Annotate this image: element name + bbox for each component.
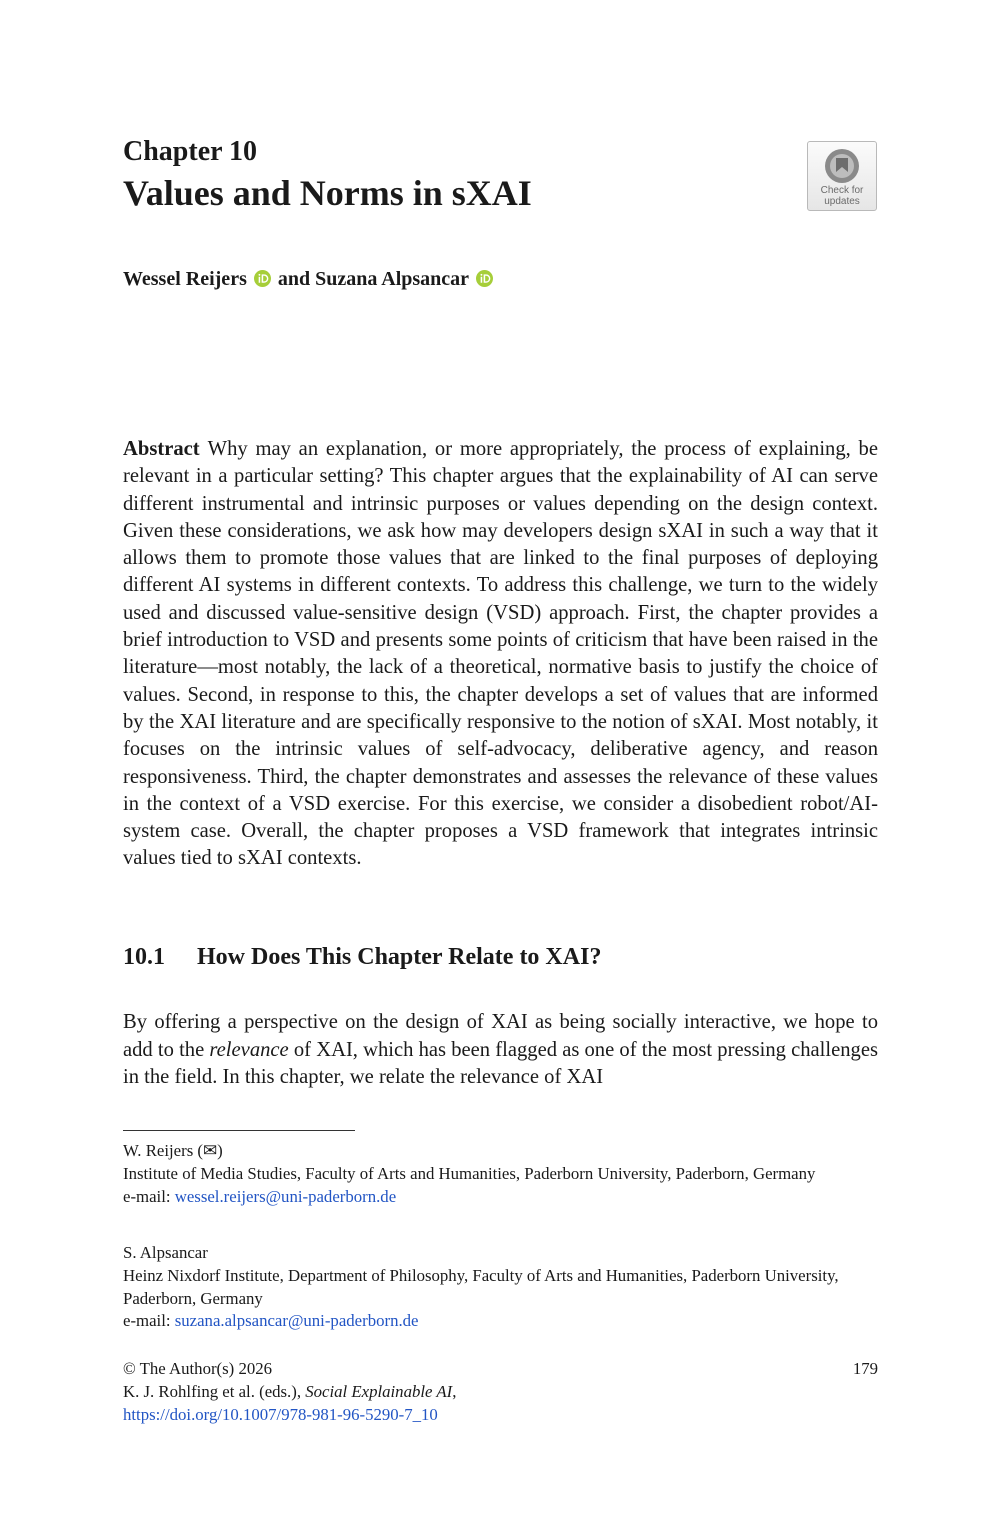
section-number: 10.1 [123, 944, 165, 970]
citation-suffix: , [452, 1381, 457, 1401]
citation-line [123, 1381, 878, 1404]
badge-line-1: Check for [820, 185, 864, 196]
author-connector: and [277, 268, 311, 290]
abstract [123, 436, 878, 873]
orcid-icon[interactable] [476, 270, 493, 287]
orcid-icon[interactable] [254, 270, 271, 287]
author-2-name: Suzana Alpsancar [315, 268, 469, 290]
page-footer [123, 1358, 878, 1426]
footnote-author-2-email-line [123, 1310, 883, 1333]
footnote-author-1 [123, 1140, 883, 1208]
section-heading [123, 942, 601, 972]
doi-link[interactable]: https://doi.org/10.1007/978-981-96-5290-7_10 [123, 1404, 438, 1424]
footnote-author-1-email-line [123, 1186, 883, 1209]
footnote-author-1-name: W. Reijers (✉) [123, 1141, 223, 1160]
paragraph-emphasis: relevance [209, 1038, 289, 1061]
check-for-updates-badge[interactable] [807, 141, 877, 211]
footnote-author-2-affiliation: Heinz Nixdorf Institute, Department of Philosophy, Faculty of Arts and Humanities, Paderborn University, Paderborn, Germany [123, 1265, 839, 1308]
chapter-title: Values and Norms in sXAI [123, 173, 532, 213]
paragraph-text-1: By offering a perspective on the design of XAI as being socially interactive, we hope to add to the [123, 1011, 878, 1061]
footnote-author-2 [123, 1242, 883, 1333]
author-2-email-link[interactable]: suzana.alpsancar@uni-paderborn.de [174, 1311, 419, 1331]
email-label: e-mail: [123, 1311, 175, 1331]
footnote-divider [123, 1130, 355, 1131]
footnote-author-2-name: S. Alpsancar [123, 1243, 208, 1262]
abstract-label: Abstract [123, 438, 200, 460]
author-1-email-link[interactable]: wessel.reijers@uni-paderborn.de [174, 1186, 397, 1206]
email-label: e-mail: [123, 1186, 175, 1206]
author-line [123, 266, 495, 292]
page-number: 179 [852, 1359, 878, 1378]
author-1-name: Wessel Reijers [123, 268, 247, 290]
section-paragraph [123, 1009, 878, 1092]
footnote-author-1-affiliation: Institute of Media Studies, Faculty of Arts and Humanities, Paderborn University, Paderborn, Germany [123, 1163, 816, 1183]
section-title: How Does This Chapter Relate to XAI? [197, 944, 602, 970]
citation-prefix: K. J. Rohlfing et al. (eds.), [123, 1381, 306, 1401]
paragraph-text-2: of XAI, which has been flagged as one of the most pressing challenges in the field. In this chapter, we relate the relevance of XAI [123, 1038, 879, 1088]
check-for-updates-icon [823, 147, 861, 185]
badge-line-2: updates [824, 196, 860, 207]
chapter-label: Chapter 10 [123, 136, 258, 167]
abstract-text: Why may an explanation, or more appropriately, the process of explaining, be relevant in a particular setting? This chapter argues that the explainability of AI can serve different instrumental and intrinsic purposes or values depending on the design context. Given these considerations, we ask how may developers design sXAI in such a way that it allows them to promote those values that are linked to the final purposes of deploying different AI systems in different contexts. To address this challenge, we turn to the widely used and discussed value-sensitive design (VSD) approach. First, the chapter provides a brief introduction to VSD and presents some points of criticism that have been raised in the literature—most notably, the lack of a theoretical, normative basis to justify the choice of values. Second, in response to this, the chapter develops a set of values that are informed by the XAI literature and are specifically responsive to the notion of sXAI. Most notably, it focuses on the intrinsic values of self-advocacy, deliberative agency, and reason responsiveness. Third, the chapter demonstrates and assesses the relevance of these values in the context of a VSD exercise. For this exercise, we consider a disobedient robot/AI-system case. Overall, the chapter proposes a VSD framework that integrates intrinsic values tied to sXAI contexts. [123, 438, 878, 870]
book-title: Social Explainable AI [305, 1381, 453, 1401]
copyright-line: © The Author(s) 2026 [123, 1359, 273, 1378]
